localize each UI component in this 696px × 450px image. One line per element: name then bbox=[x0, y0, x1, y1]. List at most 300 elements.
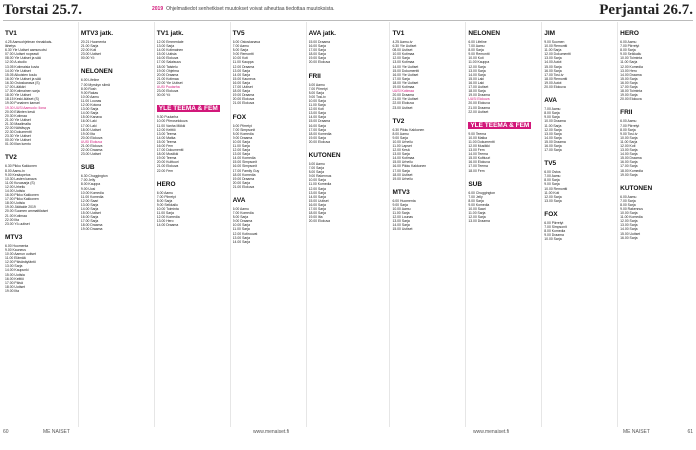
program-entry: 11.00 Komedia bbox=[620, 215, 643, 220]
program-entry: 13.00 Sarja bbox=[544, 131, 562, 136]
program-entry: 10.00 Sarja bbox=[620, 135, 638, 140]
header-note bbox=[152, 6, 335, 12]
program-entry: 15.00 Uutiset bbox=[80, 211, 101, 216]
program-entry: 21.00 Elokuva bbox=[232, 101, 255, 106]
schedule-column bbox=[78, 22, 154, 427]
program-entry: 18.00 Komedia bbox=[232, 172, 256, 177]
program-entry: 17.00 Pikku Kakkonen bbox=[5, 197, 39, 202]
program-entry: 18.00 Draama bbox=[80, 223, 103, 228]
program-entry: 00.00 Yö bbox=[156, 93, 171, 98]
program-entry: 18.00 Sarja bbox=[232, 89, 251, 94]
program-entry: 14.00 Sarja bbox=[308, 115, 326, 120]
channel-heading: TV1 bbox=[5, 30, 17, 37]
program-entry: 20.00 Elokuva bbox=[544, 85, 566, 90]
program-entry: 11.00 Sarja bbox=[232, 143, 250, 148]
program-entry: 20.00 Elokuva bbox=[232, 97, 255, 102]
program-entry: 10.00 Remontti bbox=[544, 186, 568, 191]
program-entry: 15.00 Uutisia bbox=[5, 272, 25, 277]
program-entry: 22.00 Ilta bbox=[5, 217, 19, 222]
channel-heading: AVA jatk. bbox=[308, 30, 336, 37]
program-entry: 19.00 Autot bbox=[544, 80, 562, 85]
program-entry: 15.00 Sarja bbox=[544, 64, 562, 69]
program-entry: 11.00 Sarja bbox=[620, 139, 638, 144]
program-entry: 10.00 Aamun uutiset bbox=[5, 252, 36, 257]
program-entry: 18.00 Sarja bbox=[468, 89, 486, 94]
program-entry: 14.00 Sarja bbox=[232, 72, 251, 77]
program-entry: 11.00 Sarja bbox=[392, 211, 410, 216]
program-entry: 9.00 Tosi-tv bbox=[308, 94, 326, 99]
program-entry: 13.00 Sarja bbox=[620, 148, 638, 153]
program-entry: 12.00 Koti bbox=[620, 143, 636, 148]
program-entry: 18.00 Uutisia bbox=[5, 201, 25, 206]
program-entry: 7.00 Komedia bbox=[232, 211, 254, 216]
program-entry: 8.00 Sarja bbox=[308, 90, 325, 95]
channel-heading: MTV3 bbox=[5, 233, 23, 241]
program-entry: 10.00 Matka bbox=[468, 135, 488, 140]
program-entry: 13.00 Hero bbox=[156, 219, 174, 224]
left-day-title: Torstai 25.7. bbox=[3, 2, 83, 18]
program-entry: 14.00 Kotimaa bbox=[392, 156, 415, 161]
program-entry: 9.00 Draama bbox=[232, 219, 253, 224]
program-entry: 15.00 Kauneus bbox=[232, 76, 256, 81]
program-entry: 11.00 Komedia bbox=[308, 182, 332, 187]
program-entry: 6.00 Aamu bbox=[156, 190, 173, 195]
program-entry: 7.00 Aamu bbox=[232, 44, 249, 49]
schedule-column bbox=[3, 22, 78, 427]
program-entry: 18.00 Yle Uutiset bbox=[392, 80, 419, 85]
program-entry: 10.00 Koti bbox=[468, 56, 484, 61]
program-entry: 17.00 Sarja bbox=[308, 127, 326, 132]
program-entry: 9.00 Komedia bbox=[468, 202, 490, 207]
program-entry: 6.30 Chuggington bbox=[80, 174, 108, 179]
program-entry: 18.00 Sarja bbox=[308, 52, 326, 57]
program-entry: 17.00 Sarja bbox=[620, 85, 638, 90]
program-entry: 9.00 Tosi-tv bbox=[620, 131, 638, 136]
program-entry: 6.00 Lifeline bbox=[468, 40, 487, 44]
program-entry: 13.00 Sarja bbox=[392, 152, 410, 157]
program-entry: 21.00 Kotimaa bbox=[5, 213, 27, 218]
program-entry: 14.00 Kotimainen bbox=[156, 48, 184, 53]
program-entry: 14.00 Yle Uutiset bbox=[392, 64, 419, 69]
program-entry: 19.00 Draama bbox=[468, 93, 490, 98]
channel-heading: MTV3 jatk. bbox=[80, 30, 114, 37]
program-entry: 19.00 Draama bbox=[232, 93, 255, 98]
program-entry: 17.00 Sarja bbox=[80, 219, 99, 224]
program-entry: 7.00 Piirretyt bbox=[620, 44, 640, 49]
program-entry: 15.00 Uutiset bbox=[308, 198, 329, 203]
program-entry: 12.00 Sarja bbox=[468, 64, 486, 69]
header-note-text: Ohjelmatiedot senhetkiset muutokset voivat aiheuttaa tiedottaa muutoksista. bbox=[166, 6, 335, 12]
program-entry: 16.00 Laki bbox=[468, 80, 484, 85]
program-entry: 6.00 Ostoskanava bbox=[232, 40, 261, 44]
program-entry: 12.00 Sarja bbox=[544, 127, 562, 132]
program-entry: 22.00 Yle Uutiset bbox=[156, 80, 183, 85]
program-entry: 10.00 Sarja bbox=[308, 178, 326, 183]
schedule-column bbox=[306, 22, 382, 427]
page-footer bbox=[3, 429, 693, 439]
program-entry: 10.00 Urheilu bbox=[392, 139, 413, 144]
program-entry: 20.21 Huomenta bbox=[80, 40, 106, 44]
program-entry: 21.00 Yle Uutiset bbox=[392, 97, 419, 102]
program-entry: 11.00 Sarja bbox=[544, 48, 562, 53]
program-entry: 21.00 Elokuva bbox=[156, 164, 179, 169]
program-entry: 14.00 Sarja bbox=[308, 194, 326, 199]
program-entry: 16.00 Sarja bbox=[308, 123, 326, 128]
program-entry: 15.00 Sarja bbox=[620, 76, 638, 81]
program-entry: 9.00 Sarja bbox=[392, 135, 408, 140]
highlighted-program-entry: UUSI Puutarha bbox=[156, 85, 180, 90]
channel-heading: HERO bbox=[156, 180, 176, 188]
program-entry: 13.05 Kotimaisia kuvia bbox=[5, 64, 39, 69]
program-entry: 12.00 Musiikki bbox=[468, 143, 490, 148]
program-entry: 9.00 Sarja bbox=[392, 202, 408, 207]
program-entry: lähetys bbox=[5, 44, 16, 49]
program-entry: 8.00 Komedia bbox=[232, 131, 254, 136]
program-entry: 8.00 Sarja bbox=[620, 202, 636, 207]
program-entry: 6.00 Huomenta bbox=[392, 198, 416, 203]
program-entry: 15.00 Dokumentti bbox=[392, 68, 420, 73]
program-entry: 15.00 Draama bbox=[544, 139, 566, 144]
program-entry: 12.00 Sarja bbox=[232, 148, 251, 153]
program-entry: 8.00 Aamu-tv bbox=[5, 168, 25, 173]
program-entry: 22.00 Nähtävyys bbox=[5, 125, 31, 130]
program-entry: 16.00 Elokuva bbox=[156, 56, 179, 61]
program-entry: 19.00 Ilta bbox=[5, 288, 19, 293]
left-page-number: 60 bbox=[3, 429, 9, 435]
channel-heading: FRII bbox=[308, 72, 321, 80]
program-entry: 15.00 Draama bbox=[308, 119, 331, 124]
channel-heading: NELONEN bbox=[468, 30, 501, 37]
program-entry: 10.00 Piirroselokuva bbox=[156, 119, 188, 124]
program-entry: 7.00 Simpsonit bbox=[544, 225, 567, 229]
program-entry: 12.00 Emmerdale bbox=[156, 40, 184, 44]
program-entry: 10.00 Remontti bbox=[544, 44, 568, 49]
program-entry: 16.00 Sarja bbox=[308, 44, 326, 49]
schedule-column bbox=[617, 22, 693, 427]
program-entry: 7.00 Sarja bbox=[620, 198, 636, 203]
program-entry: 14.00 Sarja bbox=[544, 135, 562, 140]
program-entry: 21.30 Maailmalta bbox=[5, 121, 31, 126]
program-entry: 9.00 Teema bbox=[468, 131, 486, 136]
program-entry: 20.00 Kulttuuri bbox=[156, 160, 179, 165]
program-entry: 19.00 Jäätaide 2019 bbox=[5, 205, 36, 210]
program-entry: 11.00 Sarja bbox=[544, 123, 562, 128]
program-entry: 15.05 Aikuisten koulu bbox=[5, 72, 38, 77]
program-entry: 12.00 Saari bbox=[80, 198, 99, 203]
program-entry: 10.00 Sarja bbox=[232, 223, 251, 228]
program-entry: 12.00 Urheilu bbox=[5, 184, 26, 189]
left-brand: ME NAISET bbox=[43, 429, 70, 435]
program-entry: 08.00 Yle Uutiset ja sää bbox=[5, 56, 41, 61]
program-entry: 20.00 Elokuva bbox=[308, 139, 331, 144]
channel-heading: FOX bbox=[232, 113, 247, 121]
program-entry: 13.00 Sarja bbox=[620, 223, 638, 228]
program-entry: 14.00 Sarja bbox=[620, 227, 638, 232]
program-entry: 19.00 Draama bbox=[232, 176, 255, 181]
program-entry: 18.00 Yle Uutiset bbox=[5, 93, 31, 98]
program-entry: 13.00 Sarja bbox=[5, 264, 23, 269]
program-entry: 15.00 Urheilu bbox=[392, 160, 413, 165]
program-entry: 7.00 Aamu bbox=[544, 107, 561, 112]
program-entry: 01.00 Illan luento bbox=[5, 142, 31, 147]
program-entry: 14.00 Draama bbox=[156, 223, 179, 228]
program-entry: 11.00 Lounas bbox=[80, 98, 102, 103]
program-entry: 9.00 Remontti bbox=[232, 52, 254, 57]
program-entry: 9.00 Sarja bbox=[544, 115, 560, 120]
program-entry: 12.00 Päivänäytäntö bbox=[5, 260, 36, 265]
program-entry: 10.00 Koti bbox=[232, 56, 248, 61]
program-entry: 20.00 Elokuva bbox=[468, 101, 490, 106]
program-entry: 19.00 Draama bbox=[80, 227, 103, 232]
program-entry: 11.00 Sarja bbox=[156, 211, 174, 216]
program-entry: 10.00 Komedia bbox=[80, 190, 104, 195]
program-entry: 11.00 Dokumentti bbox=[468, 139, 495, 144]
program-entry: 18.00 Sarja bbox=[308, 211, 326, 216]
program-entry: 10.00 Sarja bbox=[232, 139, 251, 144]
program-entry: 16.00 Elokuva bbox=[468, 160, 490, 165]
program-entry: 11.00 Sarja bbox=[468, 211, 486, 216]
program-entry: 17.00 Lääkäri bbox=[5, 85, 26, 90]
highlighted-program-entry: UUSI Elokuva bbox=[80, 139, 102, 144]
program-entry: 4.25 Aamuohjelman rinnakkais- bbox=[5, 40, 53, 44]
program-entry: 23.00 Elokuva bbox=[156, 89, 179, 94]
program-entry: 16.00 Sarja bbox=[544, 68, 562, 73]
program-entry: 19.00 Kotimaa bbox=[392, 85, 415, 90]
program-entry: 16.00 Simpsonit bbox=[232, 164, 257, 169]
channel-heading: KUTONEN bbox=[308, 151, 341, 159]
program-entry: 12.00 Sarja bbox=[308, 186, 326, 191]
program-entry: 16.00 Pikku Kakkonen bbox=[5, 193, 39, 198]
program-entry: 13.00 Sarja bbox=[308, 111, 326, 116]
program-entry: 10.00 Sarja bbox=[308, 98, 326, 103]
program-entry: 12.00 Sarja bbox=[620, 219, 638, 224]
program-entry: 16.00 Yle Uutiset ja sää bbox=[5, 76, 41, 81]
channel-heading: NELONEN bbox=[80, 68, 113, 76]
program-entry: 13.00 Sarja bbox=[232, 68, 251, 73]
program-entry: 8.00 Aamu bbox=[392, 131, 409, 136]
program-entry: 8.00 Sarja bbox=[156, 198, 173, 203]
program-entry: 17.00 Sarja bbox=[392, 76, 410, 81]
program-entry: 12.00 Sarja bbox=[468, 215, 486, 220]
program-entry: 9.00 Rakennus bbox=[308, 174, 332, 179]
program-entry: 8.00 Sarja bbox=[620, 48, 636, 53]
page-header bbox=[0, 0, 696, 20]
program-entry: 20.00 Sarja bbox=[232, 180, 251, 185]
program-entry: 10.00 Aamu bbox=[80, 94, 99, 99]
program-entry: 20.30 Kotimaa bbox=[5, 113, 27, 118]
program-entry: 22.00 Elokuva bbox=[392, 101, 414, 106]
channel-heading: AVA bbox=[544, 97, 557, 105]
right-day-title: Perjantai 26.7. bbox=[599, 2, 693, 18]
highlighted-program-entry: UUSI Elokuva bbox=[468, 97, 490, 102]
program-entry: 15.00 Uutisia bbox=[156, 52, 177, 57]
program-entry: 18.00 Remontti bbox=[544, 76, 568, 81]
channel-heading: YLE TEEMA & FEM bbox=[158, 105, 218, 113]
program-entry: 18.00 Fem bbox=[468, 168, 485, 173]
program-entry: 11.00 Vanha Mökki bbox=[156, 123, 186, 128]
program-entry: 21.00 Draama bbox=[468, 105, 490, 110]
program-entry: 4.25 Aamu-tv bbox=[392, 40, 413, 44]
program-entry: 8.00 Sarja bbox=[620, 127, 636, 132]
channel-heading: SUB bbox=[468, 180, 483, 188]
right-brand: ME NAISET bbox=[623, 429, 650, 435]
program-entry: 8.00 Sarja bbox=[468, 48, 484, 53]
program-entry: 15.00 Draama bbox=[620, 156, 642, 161]
program-entry: 10.00 Aamu bbox=[392, 207, 411, 211]
program-entry: 17.00 Laki bbox=[80, 123, 97, 128]
program-entry: 13.00 Sarja bbox=[232, 152, 251, 157]
program-entry: 7.00 Myrskyn silmä bbox=[80, 82, 110, 87]
program-entry: 12.00 Dokumentti bbox=[544, 52, 571, 57]
program-entry: 12.00 Lounas bbox=[392, 215, 414, 220]
program-entry: 14.00 Kaupunki bbox=[5, 268, 29, 273]
program-entry: 18.15 Keski-ikäiset (S) bbox=[5, 97, 39, 102]
program-entry: 6.00 Aamu bbox=[308, 82, 325, 87]
program-entry: 16.00 Yle Uutiset bbox=[392, 72, 419, 77]
program-entry: 18.00 Musiikki bbox=[156, 152, 179, 157]
program-entry: 14.00 Sarja bbox=[468, 72, 486, 77]
highlighted-program-entry: UUSI Kotimaa bbox=[392, 89, 414, 94]
program-entry: 21.00 Sarja bbox=[80, 44, 99, 49]
program-entry: 7.00 Jelly bbox=[468, 194, 483, 199]
program-entry: 14.00 Sarja bbox=[392, 223, 410, 228]
program-entry: 20.00 Eläinten kesä bbox=[5, 109, 35, 114]
program-entry: 9.00 Remontti bbox=[468, 52, 490, 57]
program-entry: 19.00 Ohjelma bbox=[156, 68, 179, 73]
program-entry: 6.00 Piirretyt bbox=[232, 123, 252, 128]
program-entry: 19.00 Punainen kamari bbox=[5, 101, 40, 106]
program-entry: 9.00 Uusi bbox=[80, 186, 96, 191]
channel-heading: SUB bbox=[80, 164, 95, 172]
program-entry: 19.00 Ilta bbox=[308, 215, 323, 220]
program-entry: 15.00 Uutiset bbox=[620, 231, 641, 236]
program-entry: 8.00 Sarja bbox=[232, 215, 249, 220]
program-entry: 6.00 Huomenta bbox=[5, 243, 29, 248]
program-entry: 17.00 Salaisuus bbox=[156, 60, 181, 65]
channel-heading: TV2 bbox=[392, 117, 405, 125]
program-entry: 9.00 Draama bbox=[544, 233, 564, 238]
program-entry: 21.00 Kotimaa bbox=[156, 76, 179, 81]
program-entry: 18.00 Uutiset bbox=[5, 284, 25, 289]
program-entry: 19.00 Sarja bbox=[308, 135, 326, 140]
program-entry: 20.00 Suomen ammattilaiset bbox=[5, 209, 48, 214]
program-entry: 18.00 Komedia bbox=[620, 168, 643, 173]
program-entry: 12.00 Draama bbox=[232, 64, 255, 69]
schedule-column bbox=[154, 22, 230, 427]
program-entry: 12.00 Sarja bbox=[544, 194, 562, 199]
program-entry: 10.00 Toiminta bbox=[156, 207, 179, 211]
program-entry: 17.00 Tosi-tv bbox=[544, 72, 564, 77]
program-entry: 17.00 Uutiset bbox=[468, 85, 489, 90]
program-entry: 22.00 Fem bbox=[156, 168, 173, 173]
program-entry: 6.00 Chuggington bbox=[468, 190, 496, 195]
program-entry: 7.00 Piirretyt bbox=[620, 123, 640, 128]
program-entry: 11.00 Koti bbox=[544, 190, 560, 195]
program-entry: 14.00 Teema bbox=[468, 152, 488, 157]
program-entry: 6.00 Lifeline bbox=[80, 78, 100, 83]
header-divider bbox=[3, 20, 693, 21]
program-entry: 17.00 Family Guy bbox=[232, 168, 260, 173]
program-entry: 13.00 Teema bbox=[156, 131, 177, 136]
program-entry: 17.00 Dokumentti bbox=[156, 148, 184, 153]
program-entry: 17.00 Sarja bbox=[544, 148, 562, 153]
program-entry: 6.00 Ostos bbox=[544, 170, 561, 175]
program-entry: 6.00 Piirretyt bbox=[544, 220, 564, 225]
program-entry: 9.00 Draama bbox=[232, 135, 253, 140]
program-entry: 12.00 Kotirouvat bbox=[232, 231, 258, 236]
program-entry: 13.00 Hero bbox=[620, 68, 637, 73]
program-entry: 12.00 Komedia bbox=[620, 64, 643, 69]
program-entry: 17.00 Sarja bbox=[308, 48, 326, 53]
program-entry: 17.30 Kotimainen sarja bbox=[5, 89, 40, 94]
program-entry: 9.00 Suomen bbox=[544, 40, 565, 44]
program-entry: 9.00 Kauneus bbox=[5, 247, 26, 252]
channel-heading: FRII bbox=[620, 109, 633, 117]
program-entry: 8.00 Komedia bbox=[544, 229, 566, 234]
program-entry: 17.00 Sarja bbox=[308, 207, 326, 211]
program-entry: 15.00 Kanava bbox=[80, 115, 102, 120]
highlighted-program-entry: 19.30 UUSI Aamuolo: Ilona bbox=[5, 105, 46, 110]
channel-heading: TV5 bbox=[232, 30, 245, 37]
program-entry: 6.30 Yle Uutiset aamuruotsi bbox=[5, 48, 47, 53]
program-entry: 12.00 Komedia bbox=[156, 215, 180, 220]
program-entry: 7.00 Aamu bbox=[468, 44, 485, 49]
program-entry: 6.00 Aamu bbox=[620, 40, 637, 44]
program-entry: 6.30 Pikku Kakkonen bbox=[5, 164, 37, 169]
program-entry: 13.00 Sarja bbox=[80, 107, 99, 112]
program-entry: 6.00 Aamu bbox=[308, 161, 325, 166]
program-entry: 13.00 Sarja bbox=[156, 44, 175, 49]
program-entry: 8.00 Sarja bbox=[544, 178, 560, 183]
program-entry: 12.00 Keittiö bbox=[156, 127, 176, 132]
program-entry: 7.00 Piirretyt bbox=[156, 194, 176, 199]
program-entry: 15.00 Teema bbox=[156, 139, 177, 144]
program-entry: 14.00 Uutisia bbox=[5, 189, 25, 193]
program-entry: 21.00 Yle Uutiset bbox=[5, 117, 31, 122]
program-entry: 23.00 Uutiset bbox=[80, 152, 101, 157]
program-entry: 16.00 Keittiö bbox=[5, 276, 24, 281]
program-entry: 18.00 Uutiset bbox=[80, 127, 101, 132]
right-url: www.menaiset.fi bbox=[473, 429, 510, 435]
program-entry: 13.00 Sarja bbox=[232, 235, 251, 240]
program-entry: 07.00 Uutiset nopeasti bbox=[5, 52, 39, 57]
program-entry: 14.00 Sarja bbox=[80, 111, 99, 116]
program-entry: 10.00 Draama bbox=[544, 119, 566, 124]
program-entry: 7.00 Sarja bbox=[308, 166, 325, 171]
program-entry: 17.00 Sarja bbox=[392, 168, 410, 173]
program-entry: 13.00 Kotimaa bbox=[392, 60, 415, 65]
program-entry: 18.00 Uutiset bbox=[392, 172, 413, 177]
program-entry: 00.00 Yö bbox=[80, 56, 95, 61]
program-entry: 15.00 Kulttuuri bbox=[468, 156, 491, 161]
program-entry: 12.00 Sarja bbox=[392, 56, 410, 61]
program-entry: 9.00 Rakennus bbox=[620, 207, 643, 211]
program-entry: 17.00 Päivä bbox=[5, 280, 23, 285]
program-entry: 22.30 Dokumentti bbox=[5, 130, 32, 135]
program-entry: 11.00 Sarja bbox=[620, 60, 638, 65]
program-entry: 11.00 Sarja bbox=[232, 227, 250, 232]
program-entry: 23.00 Uutiset bbox=[80, 52, 101, 57]
program-entry: 11.00 Kuvasarja (S) bbox=[5, 180, 35, 185]
program-entry: 15.00 Draama bbox=[308, 40, 331, 44]
program-entry: 14.00 Komedia bbox=[232, 156, 256, 161]
program-entry: 7.00 Jelly bbox=[80, 178, 96, 183]
channel-heading: YLE TEEMA & FEM bbox=[470, 121, 530, 129]
schedule-column bbox=[230, 22, 306, 427]
program-entry: 9.00 Seikkailu bbox=[156, 202, 178, 207]
program-entry: 22.00 Uutiset bbox=[468, 109, 489, 114]
program-entry: 8.00 Sarja bbox=[468, 198, 484, 203]
